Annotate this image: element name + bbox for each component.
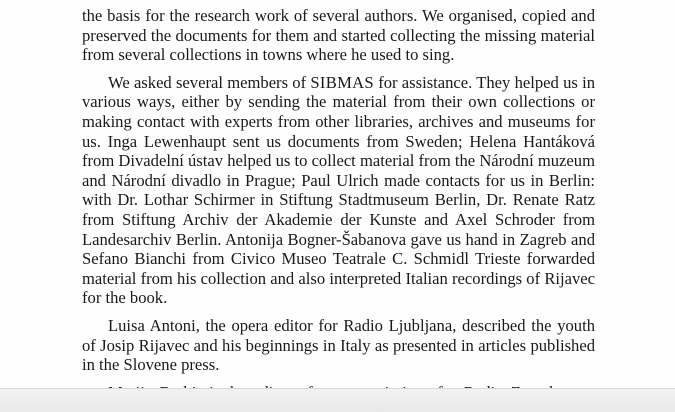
paragraph-text: for assistance. They helped us in various ways, either by sending the material from their own collections or making contact with experts from other libraries, archives and museums for us. Inga Lewenhaupt sent us documents from Sweden; Helena Hantáková from Divadelní ústav helped us to collect material from the Národní muzeum and Národní divadlo in Prague; Paul Ulrich made contacts for us in Berlin: with Dr. Lothar Schirmer in Stiftung Stadtmuseum Berlin, Dr. Renate Ratz from Stiftung Archiv der Akademie der Kunste and Axel Schroder from Landesarchiv Berlin. Antonija Bogner-Šabanova gave us hand in Zagreb and Sefano Bianchi from Civico Museo Teatrale C. Schmidl Trieste forwarded material from his collection and also interpreted Italian recordings of Rijavec for the book. — [82, 72, 595, 308]
organization-acronym: SIBMAS — [310, 72, 374, 92]
paragraph-luisa-antoni — [82, 316, 595, 375]
page-bottom-edge — [0, 388, 675, 412]
paragraph-sibmas-assistance — [82, 73, 595, 308]
paragraph-continuation — [82, 6, 595, 65]
body-text — [82, 6, 595, 412]
paragraph-text: We asked several members of — [108, 72, 311, 92]
paragraph-text: Luisa Antoni, the opera editor for Radio Ljubljana, described the youth of Josip Rijavec and his beginnings in Italy as presented in articles published in the Slovene press. — [82, 315, 595, 375]
paragraph-text: the basis for the research work of several authors. We organised, copied and preserved the documents for them and started collecting the missing material from several collections in towns where he used to sing. — [82, 6, 595, 65]
